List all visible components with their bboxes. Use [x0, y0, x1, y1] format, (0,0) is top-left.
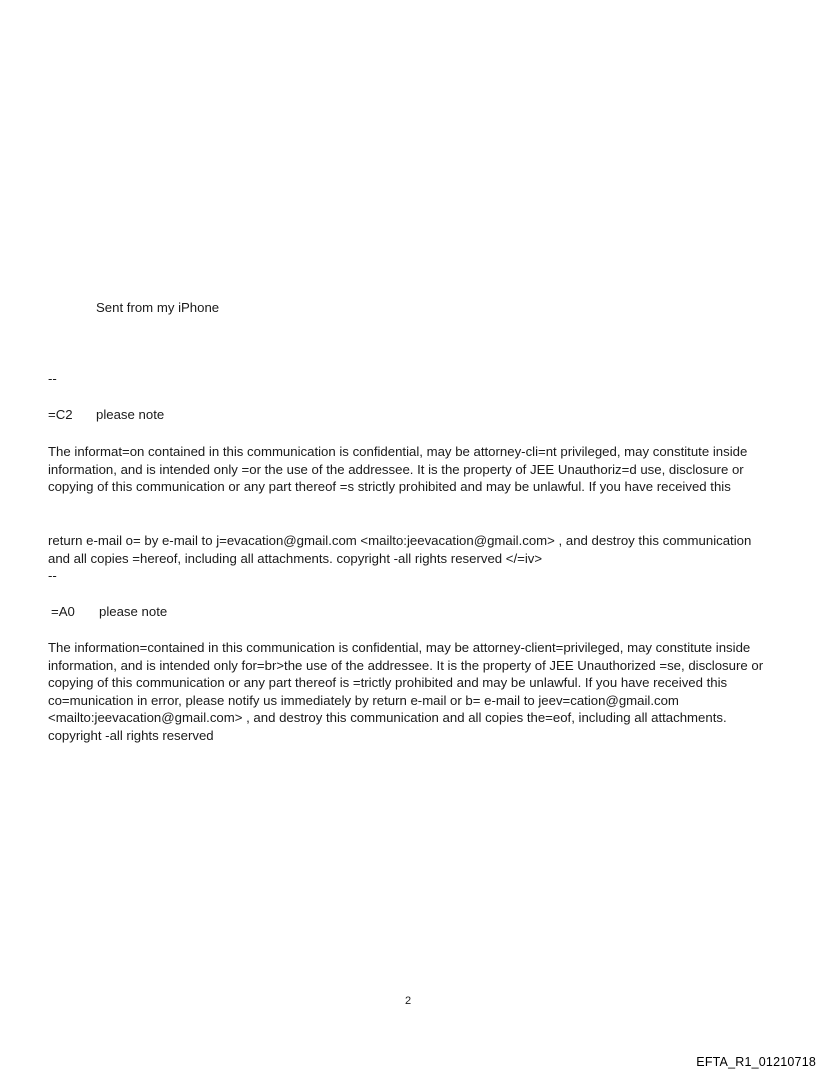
note-label-1: please note — [96, 407, 165, 422]
note-label-2: please note — [99, 604, 168, 619]
note-heading-2 — [51, 603, 167, 621]
page-number: 2 — [404, 995, 412, 1007]
disclaimer-continuation-1: return e-mail o= by e-mail to j=evacation@gmail.com <mailto:jeevacation@gmail.com> , and destroy this communication and all copies =hereof, including all attachments. copyright -all rights reserved </=iv> — [48, 533, 752, 566]
document-id: EFTA_R1_01210718 — [696, 1055, 816, 1069]
disclaimer-paragraph-2: The information=contained in this communication is confidential, may be attorney-client=privileged, may constitute inside information, and is intended only for=br>the use of the addressee. It is the property of JEE Unauthorized =se, disclosure or copying of this communication or any part thereof is =trictly prohibited and may be unlawful. If you have received this co=munication in error, please notify us immediately by return e-mail or b= e-mail to jeev=cation@gmail.com <mailto:jeevacation@gmail.com> , and destroy this communication and all copies the=eof, including all attachments. copyright -all rights reserved — [48, 640, 764, 743]
separator-2: -- — [48, 568, 57, 583]
separator-1: -- — [48, 371, 57, 386]
sent-from-line: Sent from my iPhone — [96, 300, 220, 315]
disclaimer-paragraph-1: The informat=on contained in this communication is confidential, may be attorney-cli=nt privileged, may constitute inside information, and is intended only =or the use of the addressee. It is the property of JEE Unauthoriz=d use, disclosure or copying of this communication or any part thereof =s strictly prohibited and may be unlawful. If you have received this — [48, 444, 748, 495]
note-code-2: =A0 — [51, 604, 75, 619]
note-heading-1 — [48, 406, 164, 424]
note-code-1: =C2 — [48, 407, 73, 422]
